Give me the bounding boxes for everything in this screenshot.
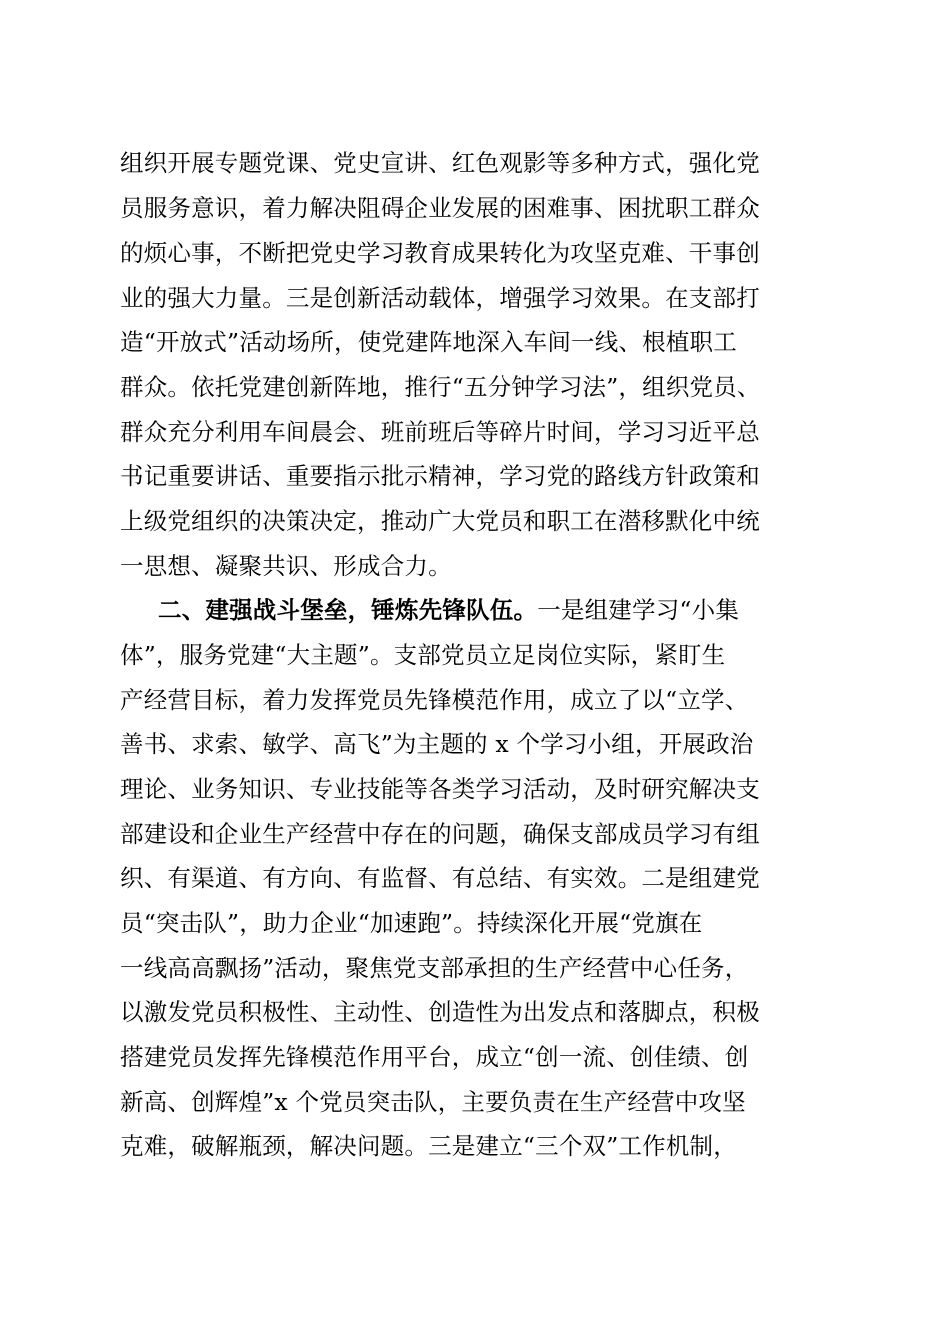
paragraph-line: 书记重要讲话、重要指示批示精神，学习党的路线方针政策和 bbox=[120, 462, 760, 490]
paragraph-line: 部建设和企业生产经营中存在的问题，确保支部成员学习有组 bbox=[120, 820, 760, 848]
paragraph-first-line bbox=[158, 595, 888, 625]
paragraph-line: 一思想、凝聚共识、形成合力。 bbox=[120, 552, 452, 580]
paragraph-line: 理论、业务知识、专业技能等各类学习活动，及时研究解决支 bbox=[120, 775, 760, 803]
paragraph-line: 搭建党员发挥先锋模范作用平台，成立“创一流、创佳绩、创 bbox=[120, 1043, 749, 1071]
paragraph-line: 员“突击队”，助力企业“加速跑”。持续深化开展“党旗在 bbox=[120, 909, 703, 937]
paragraph-line: 的烦心事，不断把党史学习教育成果转化为攻坚克难、干事创 bbox=[120, 239, 760, 267]
paragraph-line: 上级党组织的决策决定，推动广大党员和职工在潜移默化中统 bbox=[120, 507, 760, 535]
paragraph-line: 一线高高飘扬”活动，聚焦党支部承担的生产经营中心任务， bbox=[120, 954, 749, 982]
paragraph-line: 员服务意识，着力解决阻碍企业发展的困难事、困扰职工群众 bbox=[120, 194, 760, 222]
paragraph-line: 产经营目标，着力发挥党员先锋模范作用，成立了以“立学、 bbox=[120, 686, 749, 714]
paragraph-line: 业的强大力量。三是创新活动载体，增强学习效果。在支部打 bbox=[120, 284, 760, 312]
paragraph-line: 新高、创辉煌”x 个党员突击队，主要负责在生产经营中攻坚 bbox=[120, 1088, 746, 1116]
paragraph-line: 体”，服务党建“大主题”。支部党员立足岗位实际，紧盯生 bbox=[120, 641, 726, 669]
paragraph-text: 一是组建学习“小集 bbox=[537, 596, 740, 624]
paragraph-line: 组织开展专题党课、党史宣讲、红色观影等多种方式，强化党 bbox=[120, 149, 760, 177]
paragraph-line: 织、有渠道、有方向、有监督、有总结、有实效。二是组建党 bbox=[120, 864, 760, 892]
paragraph-line: 善书、求索、敏学、高飞”为主题的 x 个学习小组，开展政治 bbox=[120, 730, 754, 758]
section-heading: 二、建强战斗堡垒，锤炼先锋队伍。 bbox=[158, 596, 538, 624]
paragraph-line: 以激发党员积极性、主动性、创造性为出发点和落脚点，积极 bbox=[120, 998, 760, 1026]
paragraph-line: 克难，破解瓶颈，解决问题。三是建立“三个双”工作机制， bbox=[120, 1132, 737, 1160]
paragraph-line: 造“开放式”活动场所，使党建阵地深入车间一线、根植职工 bbox=[120, 328, 737, 356]
paragraph-line: 群众充分利用车间晨会、班前班后等碎片时间，学习习近平总 bbox=[120, 418, 760, 446]
paragraph-line: 群众。依托党建创新阵地，推行“五分钟学习法”，组织党员、 bbox=[120, 373, 761, 401]
